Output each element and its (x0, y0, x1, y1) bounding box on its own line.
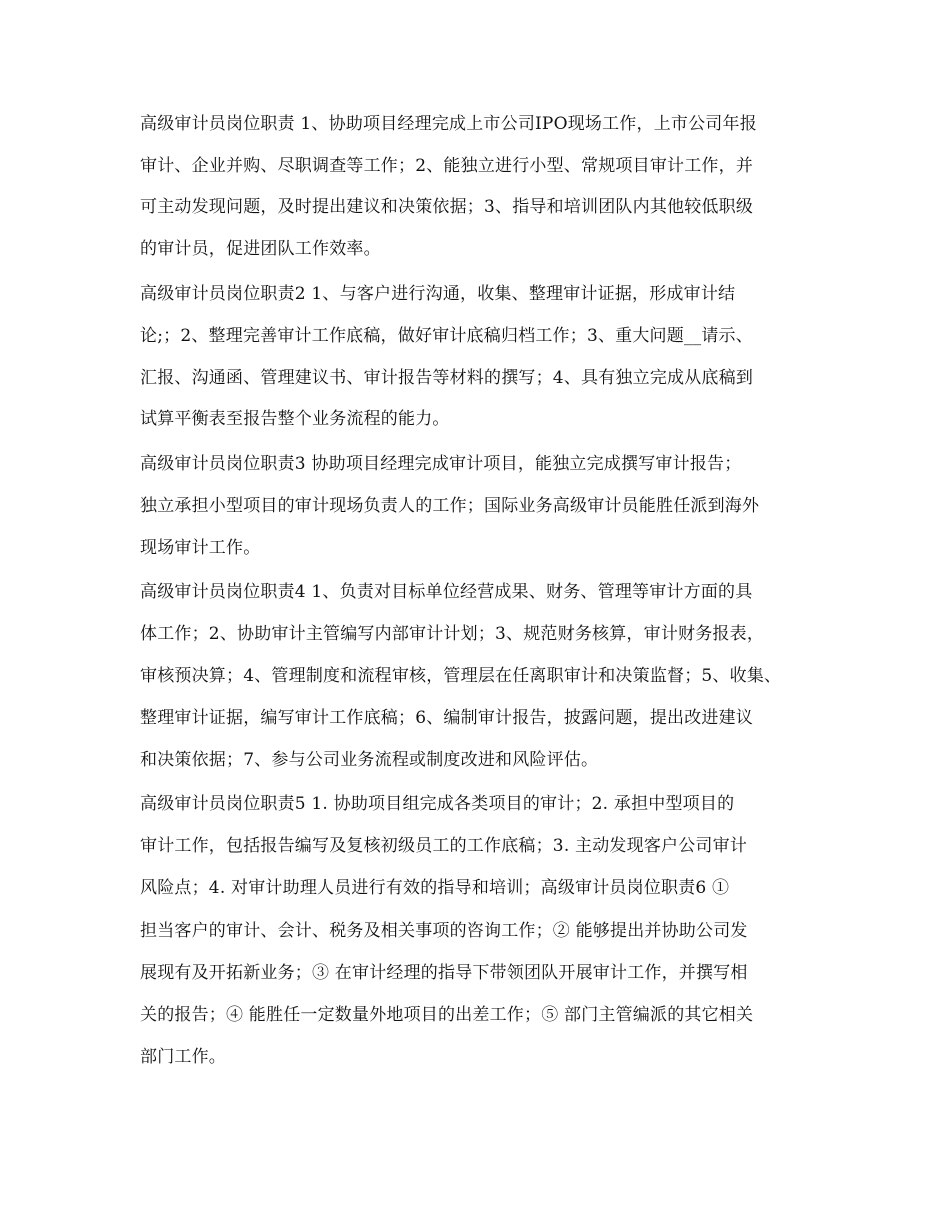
text-line: 展现有及开拓新业务；③ 在审计经理的指导下带领团队开展审计工作，并撰写相 (140, 963, 748, 983)
text-line: 体工作；2、协助审计主管编写内部审计计划；3、规范财务核算，审计财务报表， (140, 624, 765, 644)
text-line: 论;；2、整理完善审计工作底稿，做好审计底稿归档工作；3、重大问题__请示、 (140, 326, 753, 346)
text-line: 担当客户的审计、会计、税务及相关事项的咨询工作；② 能够提出并协助公司发 (140, 921, 748, 941)
text-line: 的审计员，促进团队工作效率。 (140, 239, 381, 259)
text-line: 整理审计证据，编写审计工作底稿；6、编制审计报告，披露问题，提出改进建议 (140, 708, 754, 728)
text-line: 试算平衡表至报告整个业务流程的能力。 (140, 409, 450, 429)
text-line: 审核预决算；4、管理制度和流程审核，管理层在任离职审计和决策监督；5、收集、 (140, 666, 782, 686)
text-line: 和决策依据；7、参与公司业务流程或制度改进和风险评估。 (140, 750, 599, 770)
text-line: 关的报告；④ 能胜任一定数量外地项目的出差工作；⑤ 部门主管编派的其它相关 (140, 1005, 754, 1025)
text-line: 可主动发现问题，及时提出建议和决策依据；3、指导和培训团队内其他较低职级 (140, 197, 754, 217)
text-line: 汇报、沟通函、管理建议书、审计报告等材料的撰写；4、具有独立完成从底稿到 (140, 368, 754, 388)
text-line: 高级审计员岗位职责4 1、负责对目标单位经营成果、财务、管理等审计方面的具 (140, 582, 753, 602)
text-line: 审计工作，包括报告编写及复核初级员工的工作底稿；3. 主动发现客户公司审计 (140, 836, 748, 856)
text-line: 审计、企业并购、尽职调查等工作；2、能独立进行小型、常规项目审计工作，并 (140, 156, 754, 176)
text-line: 高级审计员岗位职责2 1、与客户进行沟通，收集、整理审计证据，形成审计结 (140, 284, 736, 304)
text-line: 风险点；4. 对审计助理人员进行有效的指导和培训；高级审计员岗位职责6 ① (140, 878, 730, 898)
text-line: 独立承担小型项目的审计现场负责人的工作；国际业务高级审计员能胜任派到海外 (140, 496, 760, 516)
text-line: 高级审计员岗位职责 1、协助项目经理完成上市公司IPO现场工作，上市公司年报 (140, 114, 757, 134)
text-line: 高级审计员岗位职责5 1. 协助项目组完成各类项目的审计；2. 承担中型项目的 (140, 794, 735, 814)
text-line: 高级审计员岗位职责3 协助项目经理完成审计项目，能独立完成撰写审计报告； (140, 454, 742, 474)
text-line: 现场审计工作。 (140, 538, 261, 558)
text-line: 部门工作。 (140, 1047, 226, 1067)
